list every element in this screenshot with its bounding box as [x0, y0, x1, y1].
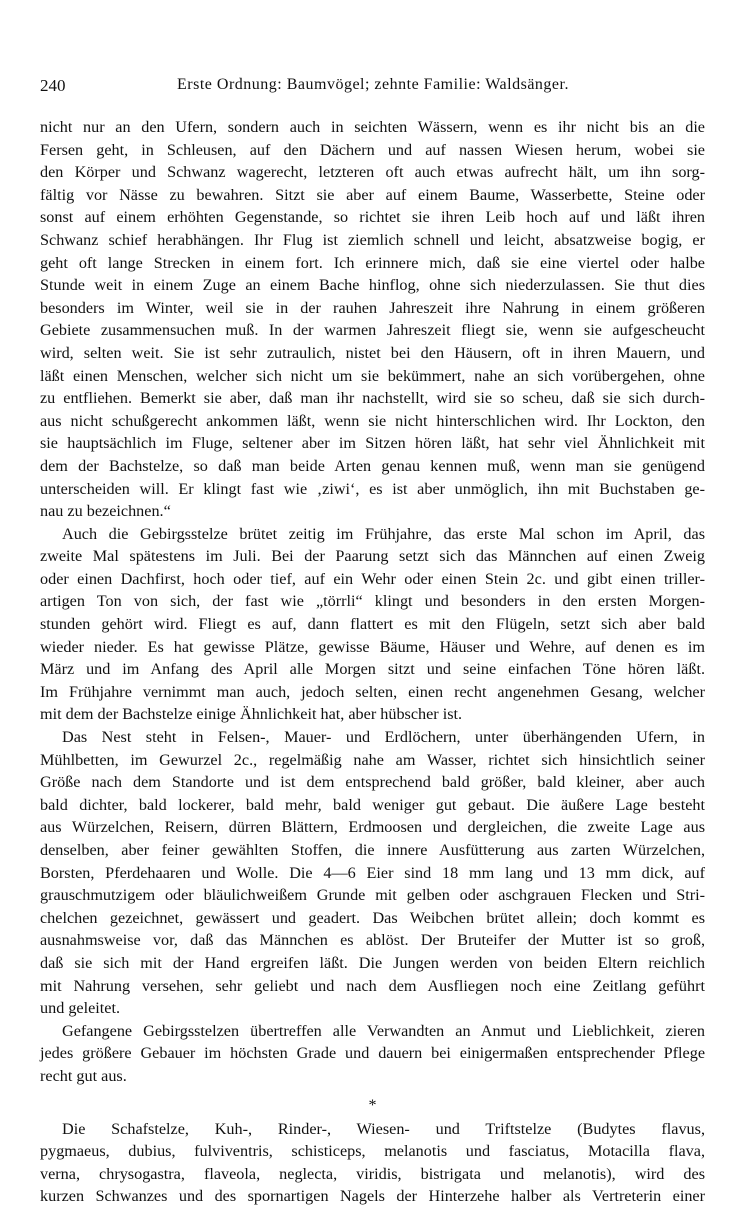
- text-line: Fersen geht, in Schleusen, auf den Dächern und auf nassen Wiesen herum, wobei sie: [40, 140, 705, 159]
- text-line: dem der Bachstelze, so daß man beide Arten genau kennen muß, wenn man sie genügend: [40, 456, 705, 475]
- text-line: Borsten, Pferdehaaren und Wolle. Die 4—6 Eier sind 18 mm lang und 13 mm dick, auf: [40, 863, 705, 882]
- text-line: kurzen Schwanzes und des spornartigen Nagels der Hinterzehe halber als Vertreterin einer: [40, 1187, 705, 1206]
- text-line: mit Nahrung versehen, sehr geliebt und nach dem Ausfliegen noch eine Zeitlang geführt: [40, 976, 705, 995]
- paragraph: [40, 1020, 705, 1088]
- text-line: pygmaeus, dubius, fulviventris, schisticeps, melanotis und fasciatus, Motacilla flava,: [40, 1142, 705, 1161]
- text-line: zu entfliehen. Bemerkt sie aber, daß man ihr nachstellt, wird sie so scheu, daß sie sich durch-: [40, 389, 705, 408]
- text-line: Die Schafstelze, Kuh-, Rinder-, Wiesen- und Triftstelze (Budytes flavus,: [62, 1119, 705, 1138]
- text-line: denselben, aber feiner gewählten Stoffen, die innere Ausfütterung aus zarten Würzelchen,: [40, 841, 705, 859]
- text-line: oder einen Dachfirst, hoch oder tief, auf ein Wehr oder einen Stein 2c. und gibt einen triller-: [40, 569, 705, 588]
- text-line: mit dem der Bachstelze einige Ähnlichkeit hat, aber hübscher ist.: [40, 705, 463, 724]
- text-line: geht oft lange Strecken in einem fort. Ich erinnere mich, daß sie eine viertel oder halbe: [40, 253, 705, 272]
- text-line: Schwanz schief herabhängen. Ihr Flug ist ziemlich schnell und leicht, absatzweise bogig, er: [40, 230, 705, 249]
- paragraph: [40, 523, 705, 726]
- running-title: Erste Ordnung: Baumvögel; zehnte Familie: Waldsänger.: [177, 76, 569, 93]
- text-line: den Körper und Schwanz wagerecht, letzteren oft auch etwas aufrecht hält, um ihn sorg-: [40, 163, 705, 182]
- text-line: sonst auf einem erhöhten Gegenstande, so richtet sie ihren Leib hoch auf und läßt ihren: [40, 208, 705, 227]
- text-line: Mühlbetten, im Gewurzel 2c., regelmäßig nahe am Wasser, richtet sich hinsichtlich seiner: [40, 750, 705, 769]
- text-line: Auch die Gebirgsstelze brütet zeitig im Frühjahre, das erste Mal schon im April, das: [62, 524, 705, 543]
- text-line: März und im Anfang des April alle Morgen sitzt und seine einfachen Töne hören läßt.: [40, 660, 705, 679]
- text-line: zweite Mal spätestens im Juli. Bei der Paarung setzt sich das Männchen auf einen Zweig: [40, 547, 705, 566]
- text-line: ausnahmsweise vor, daß das Männchen es ablöst. Der Bruteifer der Mutter ist so groß,: [40, 931, 705, 950]
- text-line: verna, chrysogastra, flaveola, neglecta, viridis, bistrigata und melanotis), wird des: [40, 1164, 705, 1183]
- text-line: chelchen gezeichnet, gewässert und geadert. Das Weibchen brütet allein; doch kommt es: [40, 908, 705, 927]
- page-header: [40, 76, 706, 100]
- section-separator: *: [368, 1096, 377, 1114]
- text-line: Das Nest steht in Felsen-, Mauer- und Erdlöchern, unter überhängenden Ufern, in: [62, 728, 705, 747]
- text-line: Gefangene Gebirgsstelzen übertreffen alle Verwandten an Anmut und Lieblichkeit, zieren: [62, 1021, 705, 1040]
- text-line: grauschmutzigem oder bläulichweißem Grunde mit gelben oder aschgrauen Flecken und Stri-: [40, 886, 705, 905]
- text-line: jedes größere Gebauer im höchsten Grade und dauern bei einigermaßen entsprechender Pflege: [40, 1044, 705, 1063]
- paragraph: [40, 1118, 705, 1208]
- text-line: Stunde weit in einem Zuge an einem Bache hinflog, ohne sich niederzulassen. Sie thut dies: [40, 276, 705, 295]
- text-line: Im Frühjahre vernimmt man auch, jedoch selten, einen recht angenehmen Gesang, welcher: [40, 682, 705, 701]
- text-line: wird, selten weit. Sie ist sehr zutraulich, nistet bei den Häusern, oft in ihren Mauern, und: [40, 343, 705, 362]
- text-line: aus Würzelchen, Reisern, dürren Blättern, Erdmoosen und dergleichen, die zweite Lage aus: [40, 818, 705, 837]
- page-body: [40, 116, 705, 1208]
- paragraph: [40, 116, 705, 523]
- text-line: und geleitet.: [40, 999, 121, 1018]
- text-line: aus nicht schußgerecht ankommen läßt, wenn sie nicht hinterschlichen wird. Ihr Lockton, den: [40, 411, 705, 430]
- text-line: unterscheiden will. Er klingt fast wie ‚ziwi‘, es ist aber unmöglich, ihn mit Buchstaben ge-: [40, 479, 705, 498]
- page-number: 240: [40, 76, 66, 95]
- text-line: bald dichter, bald lockerer, bald mehr, bald weniger gut gebaut. Die äußere Lage besteht: [40, 795, 705, 814]
- text-line: sie hauptsächlich im Fluge, seltener aber im Sitzen hören läßt, hat sehr viel Ähnlichkeit mit: [40, 434, 705, 453]
- text-line: nicht nur an den Ufern, sondern auch in seichten Wässern, wenn es ihr nicht bis an die: [40, 118, 705, 136]
- text-line: nau zu bezeichnen.“: [40, 502, 171, 521]
- text-line: wieder nieder. Es hat gewisse Plätze, gewisse Bäume, Häuser und Wehre, auf denen es im: [40, 637, 705, 656]
- text-line: stunden gehört wird. Fliegt es auf, dann flattert es mit den Flügeln, setzt sich aber bald: [40, 615, 705, 634]
- text-line: artigen Ton von sich, der fast wie „törrli“ klingt und besonders in den ersten Morgen-: [40, 592, 705, 611]
- text-line: daß sie sich mit der Hand ergreifen läßt. Die Jungen werden von beiden Eltern reichlich: [40, 953, 705, 972]
- text-line: recht gut aus.: [40, 1066, 127, 1085]
- text-line: fältig vor Nässe zu bewahren. Sitzt sie aber auf einem Baume, Wasserbette, Steine oder: [40, 185, 705, 204]
- paragraph: [40, 726, 705, 1020]
- text-line: Gebiete zusammensuchen muß. In der warmen Jahreszeit fliegt sie, wenn sie aufgescheucht: [40, 321, 705, 340]
- text-line: Größe nach dem Standorte und ist dem entsprechend bald größer, bald kleiner, aber auch: [40, 773, 705, 792]
- text-line: läßt einen Menschen, welcher sich nicht um sie bekümmert, nahe an sich vorübergehen, ohne: [40, 366, 705, 385]
- text-line: besonders im Winter, weil sie in der rauhen Jahreszeit ihre Nahrung in einem größeren: [40, 298, 705, 317]
